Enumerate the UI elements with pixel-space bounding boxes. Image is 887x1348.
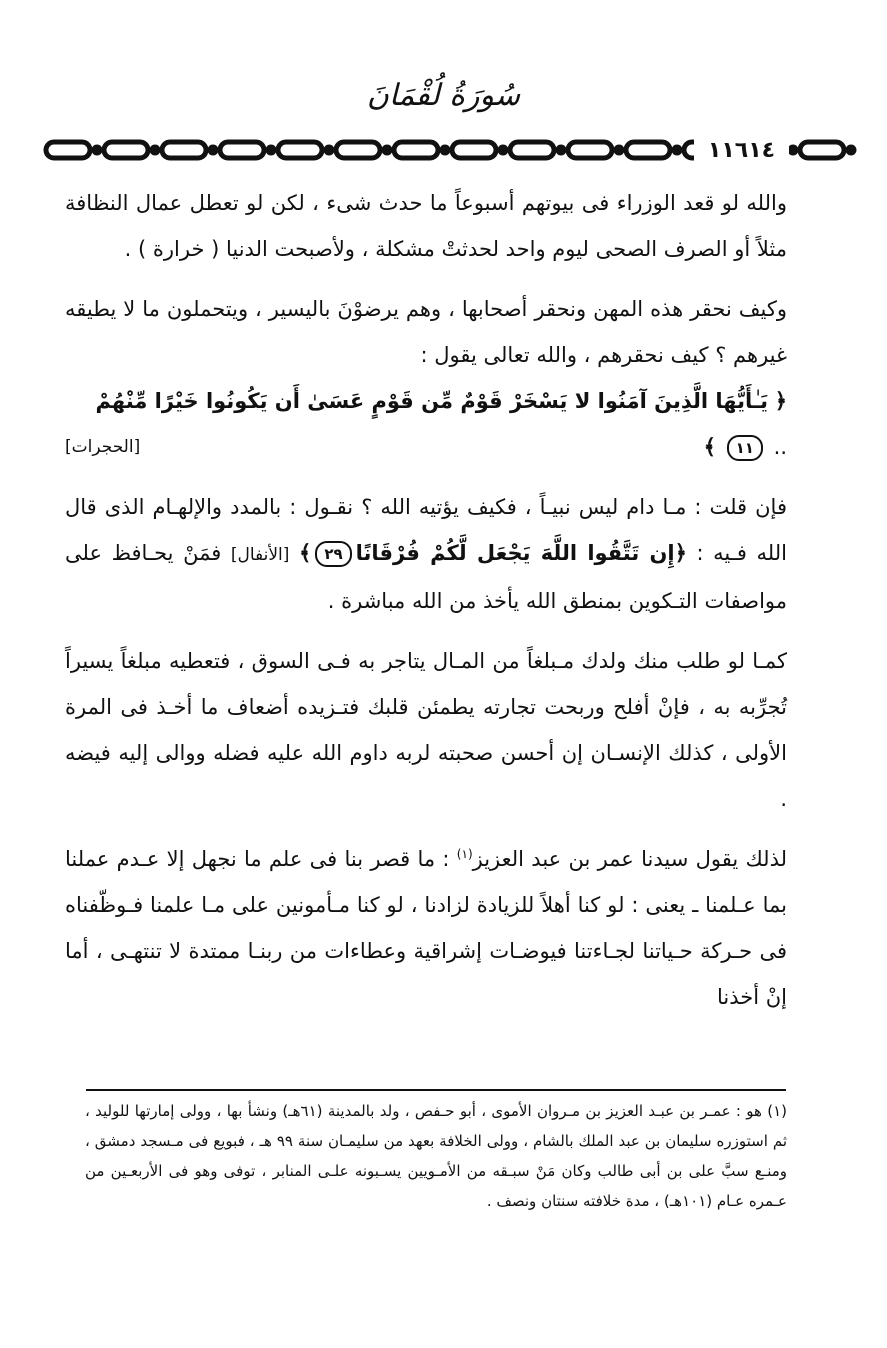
footnote: (١) هو : عمـر بن عبـد العزيز بن مـروان الأموى ، أبو حـفص ، ولد بالمدينة (٦١هـ) ونشأ بها ، وولى إمارتها للوليد ، ثم استوزره سليمان بن عبد الملك بالشام ، وولى الخلافة بعهد من سليمـان سنة ٩٩ هـ ، فبويع فى مـسجد دمشق ، ومنـع سبَّ على بن أبى طالب وكان مَنْ سبـقه من الأمـويين يسـبونه علـى المنابر ، توفى وهو فى الأربعـين من عـمره عـام (١٠١هـ) ، مدة خلافته سنتان ونصف . <box>85 1102 787 1210</box>
paragraph-5-start: لذلك يقول سيدنا عمر بن عبد العزيز <box>472 847 787 871</box>
surah-reference: [الأنفال] <box>230 545 290 565</box>
ayah-number-badge: ١١ <box>727 435 763 461</box>
paragraph-2: وكيف نحقر هذه المهن ونحقر أصحابها ، وهم يرضوْنَ باليسير ، ويتحملون ما لا يطيقه غيرهم ؟ كيف نحقرهم ، والله تعالى يقول : <box>65 297 787 367</box>
verse-close-bracket: ﴾ <box>299 541 312 565</box>
paragraph-5-end: : ما قصر بنا فى علم ما نجهل إلا عـدم عملنا بما عـلمنا ـ يعنى : لو كنا أهلاً للزيادة لزادنا ، لو كنا مـأمونين على مـا علمنا فـوظّفناه فى حـركة حـياتنا لجـاءتنا فيوضـات إشراقية وعطاءات من ربنـا ممتدة لا تنتهـى ، أما إنْ أخذنا <box>65 847 787 1009</box>
chain-link <box>568 142 612 158</box>
chain-link <box>46 142 90 158</box>
chain-bead <box>616 147 622 153</box>
chain-link <box>510 142 554 158</box>
main-text <box>65 180 787 1020</box>
chain-bead <box>94 147 100 153</box>
chain-link <box>626 142 670 158</box>
chain-bead <box>674 147 680 153</box>
verse-hujurat-text: يَـٰأَيُّهَا الَّذِينَ آمَنُوا لا يَسْخَرْ قَوْمٌ مِّن قَوْمٍ عَسَىٰ أَن يَكُونُوا خَيْرًا مِّنْهُمْ <box>95 389 768 413</box>
chain-link <box>104 142 148 158</box>
verse-hujurat <box>65 378 787 424</box>
surah-reference: [الحجرات] <box>65 437 141 457</box>
footnote-separator <box>86 1089 786 1091</box>
chain-bead <box>442 147 448 153</box>
chain-bead <box>384 147 390 153</box>
chain-bead <box>848 147 854 153</box>
footnote-marker[interactable]: (١) <box>456 847 473 861</box>
chain-link <box>452 142 496 158</box>
paragraph-3 <box>65 484 787 624</box>
verse-hujurat-end <box>65 424 787 470</box>
chain-bead <box>268 147 274 153</box>
chain-link <box>278 142 322 158</box>
chain-link <box>800 142 844 158</box>
chain-bead <box>558 147 564 153</box>
chain-bead <box>790 147 796 153</box>
page-number: ١١٦١٤ <box>694 134 789 168</box>
verse-open-bracket: ﴿ <box>774 389 787 413</box>
chain-bead <box>152 147 158 153</box>
chain-link <box>336 142 380 158</box>
paragraph-3-start: فإن قلت : مـا دام ليس نبيـاً ، فكيف يؤتيه الله ؟ نقـول : بالمدد والإلهـام الذى قال الله فـيه : <box>65 495 787 565</box>
verse-anfal-text: ﴿إِن تَتَّقُوا اللَّهَ يَجْعَل لَّكُمْ فُرْقَانًا <box>355 541 687 565</box>
chain-bead <box>500 147 506 153</box>
chain-link <box>394 142 438 158</box>
paragraph-3-end: فمَنْ يحـافظ على مواصفات التـكوين بمنطق الله يأخذ من الله مباشرة . <box>65 541 787 613</box>
paragraph-1: والله لو قعد الوزراء فى بيوتهم أسبوعاً ما حدث شىء ، لكن لو تعطل عمال النظافة مثلاً أو الصرف الصحى ليوم واحد لحدثتْ مشكلة ، ولأصبحت الدنيا ( خرارة ) . <box>65 191 787 261</box>
paragraph-4: كمـا لو طلب منك ولدك مـبلغاً من المـال يتاجر به فـى السوق ، فتعطيه مبلغاً يسيراً تُجرِّبه به ، فإنْ أفلح وربحت تجارته يطمئن قلبك فتـزيده أضعاف ما أخـذ فى المرة الأولى ، كذلك الإنسـان إن أحسن صحبته لربه داوم الله عليه فضله ووالى إليه فيضه . <box>65 649 787 811</box>
chain-link <box>220 142 264 158</box>
chain-bead <box>326 147 332 153</box>
verse-continuation: .. <box>773 435 787 459</box>
paragraph-5 <box>65 836 787 1020</box>
surah-title: سُورَةُ لُقْمَانَ <box>366 78 521 113</box>
chain-link <box>162 142 206 158</box>
chain-bead <box>210 147 216 153</box>
ayah-number-badge: ٢٩ <box>315 541 351 567</box>
verse-close-bracket: ﴾ <box>703 435 716 459</box>
